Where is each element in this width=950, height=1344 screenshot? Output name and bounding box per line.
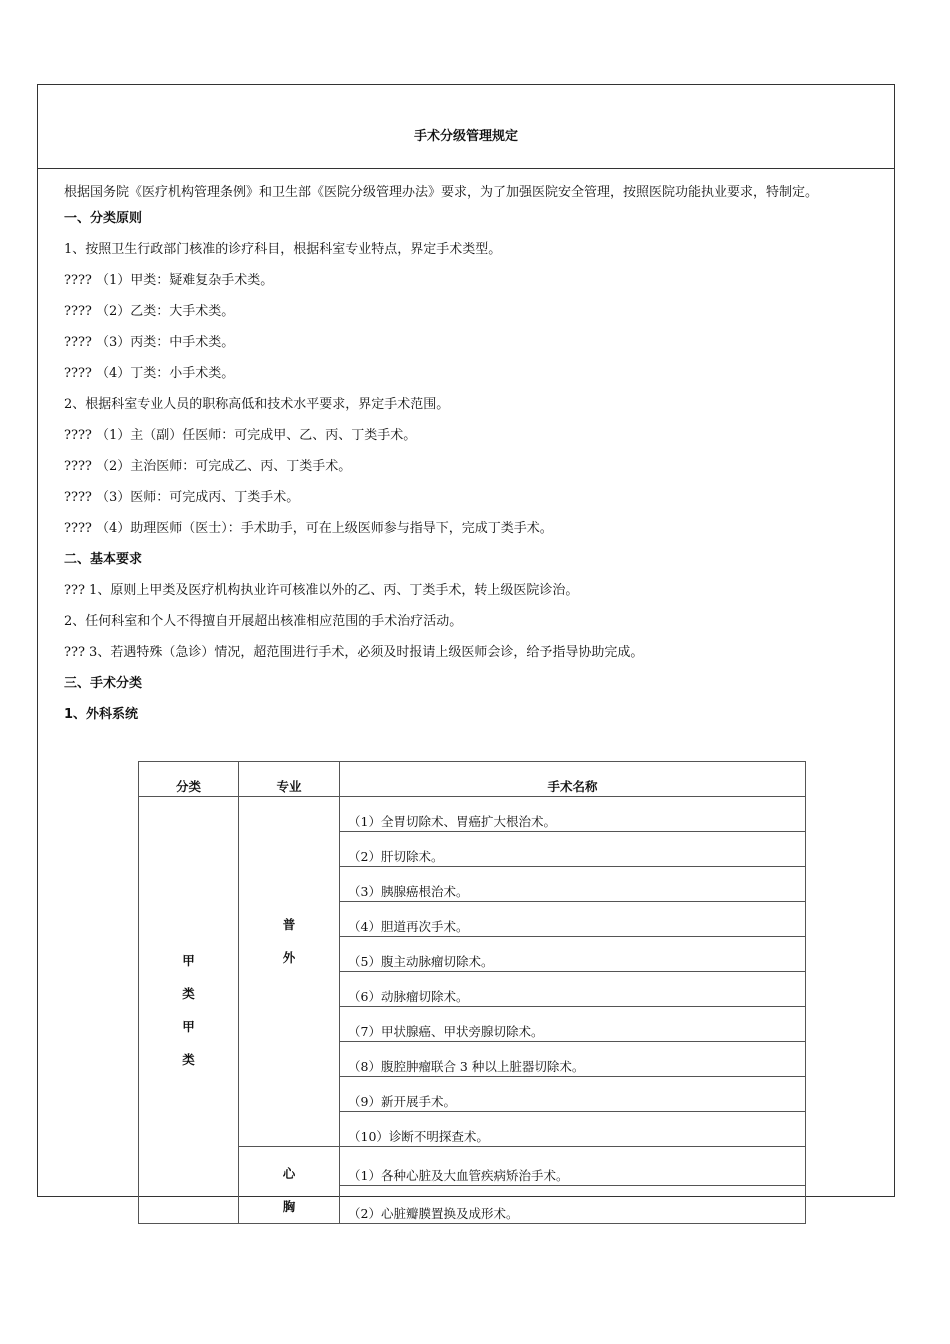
table-row: [139, 1147, 806, 1186]
body-line: ???? （3）丙类：中手术类。: [64, 335, 235, 350]
specialty-cell: [239, 797, 340, 1147]
header-procedure: 手术名称: [340, 762, 806, 797]
specialty-char: 心: [282, 1166, 296, 1181]
procedure-name: （3）胰腺癌根治术。: [340, 867, 806, 902]
procedure-name: （4）胆道再次手术。: [340, 902, 806, 937]
category-char: 类: [182, 986, 195, 1001]
body-line: ???? （4）丁类：小手术类。: [64, 366, 235, 381]
category-char: 甲: [182, 953, 195, 968]
document-body: [64, 181, 872, 735]
document-frame: [37, 84, 895, 1221]
body-line: ??? 1、原则上甲类及医疗机构执业许可核准以外的乙、丙、丁类手术，转上级医院诊治。: [64, 583, 579, 598]
procedure-name: （1）各种心脏及大血管疾病矫治手术。: [340, 1147, 806, 1186]
title-row: [38, 85, 894, 169]
body-line: ???? （3）医师：可完成丙、丁类手术。: [64, 490, 300, 505]
table-body: [139, 797, 806, 1224]
procedure-name: （2）肝切除术。: [340, 832, 806, 867]
table-header-row: [139, 762, 806, 797]
specialty-label: [239, 1157, 339, 1223]
body-line: 2、任何科室和个人不得擅自开展超出核准相应范围的手术治疗活动。: [64, 614, 463, 629]
category-char: 类: [182, 1052, 195, 1067]
specialty-cell: [239, 1147, 340, 1224]
body-line: 2、根据科室专业人员的职称高低和技术水平要求，界定手术范围。: [64, 397, 450, 412]
intro-paragraph: 根据国务院《医疗机构管理条例》和卫生部《医院分级管理办法》要求，为了加强医院安全管理，按照医院功能执业要求，特制定。: [64, 185, 819, 200]
procedure-name: （1）全胃切除术、胃癌扩大根治术。: [340, 797, 806, 832]
header-specialty: 专业: [239, 762, 340, 797]
body-line: 1、按照卫生行政部门核准的诊疗科目，根据科室专业特点，界定手术类型。: [64, 242, 502, 257]
procedure-name: （5）腹主动脉瘤切除术。: [340, 937, 806, 972]
procedure-name: （8）腹腔肿瘤联合 3 种以上脏器切除术。: [340, 1042, 806, 1077]
body-line: ???? （2）主治医师：可完成乙、丙、丁类手术。: [64, 459, 352, 474]
header-category: 分类: [139, 762, 239, 797]
specialty-char: 胸: [282, 1199, 296, 1214]
body-line: ???? （1）甲类：疑难复杂手术类。: [64, 273, 274, 288]
body-line: ??? 3、若遇特殊（急诊）情况，超范围进行手术，必须及时报请上级医师会诊，给予指导协助完成。: [64, 645, 644, 660]
section-heading: 一、分类原则: [64, 211, 143, 226]
body-lines: [64, 208, 872, 735]
procedure-name: （2）心脏瓣膜置换及成形术。: [340, 1185, 806, 1224]
procedure-name: （6）动脉瘤切除术。: [340, 972, 806, 1007]
body-line: ???? （2）乙类：大手术类。: [64, 304, 235, 319]
specialty-char: 普: [282, 917, 296, 932]
specialty-char: 外: [282, 950, 296, 965]
specialty-label: [239, 908, 339, 974]
procedure-name: （7）甲状腺癌、甲状旁腺切除术。: [340, 1007, 806, 1042]
section-heading: 1、外科系统: [64, 707, 139, 722]
section-heading: 二、基本要求: [64, 552, 143, 567]
category-cell: [139, 797, 239, 1224]
procedure-name: （10）诊断不明探查术。: [340, 1112, 806, 1147]
body-line: ???? （1）主（副）任医师：可完成甲、乙、丙、丁类手术。: [64, 428, 417, 443]
document-title: 手术分级管理规定: [413, 129, 518, 144]
procedure-name: （9）新开展手术。: [340, 1077, 806, 1112]
category-label: [139, 944, 238, 1076]
section-heading: 三、手术分类: [64, 676, 143, 691]
body-line: ???? （4）助理医师（医士）：手术助手，可在上级医师参与指导下，完成丁类手术。: [64, 521, 553, 536]
surgery-table: [138, 761, 806, 1224]
table-row: [139, 797, 806, 832]
category-char: 甲: [182, 1019, 195, 1034]
